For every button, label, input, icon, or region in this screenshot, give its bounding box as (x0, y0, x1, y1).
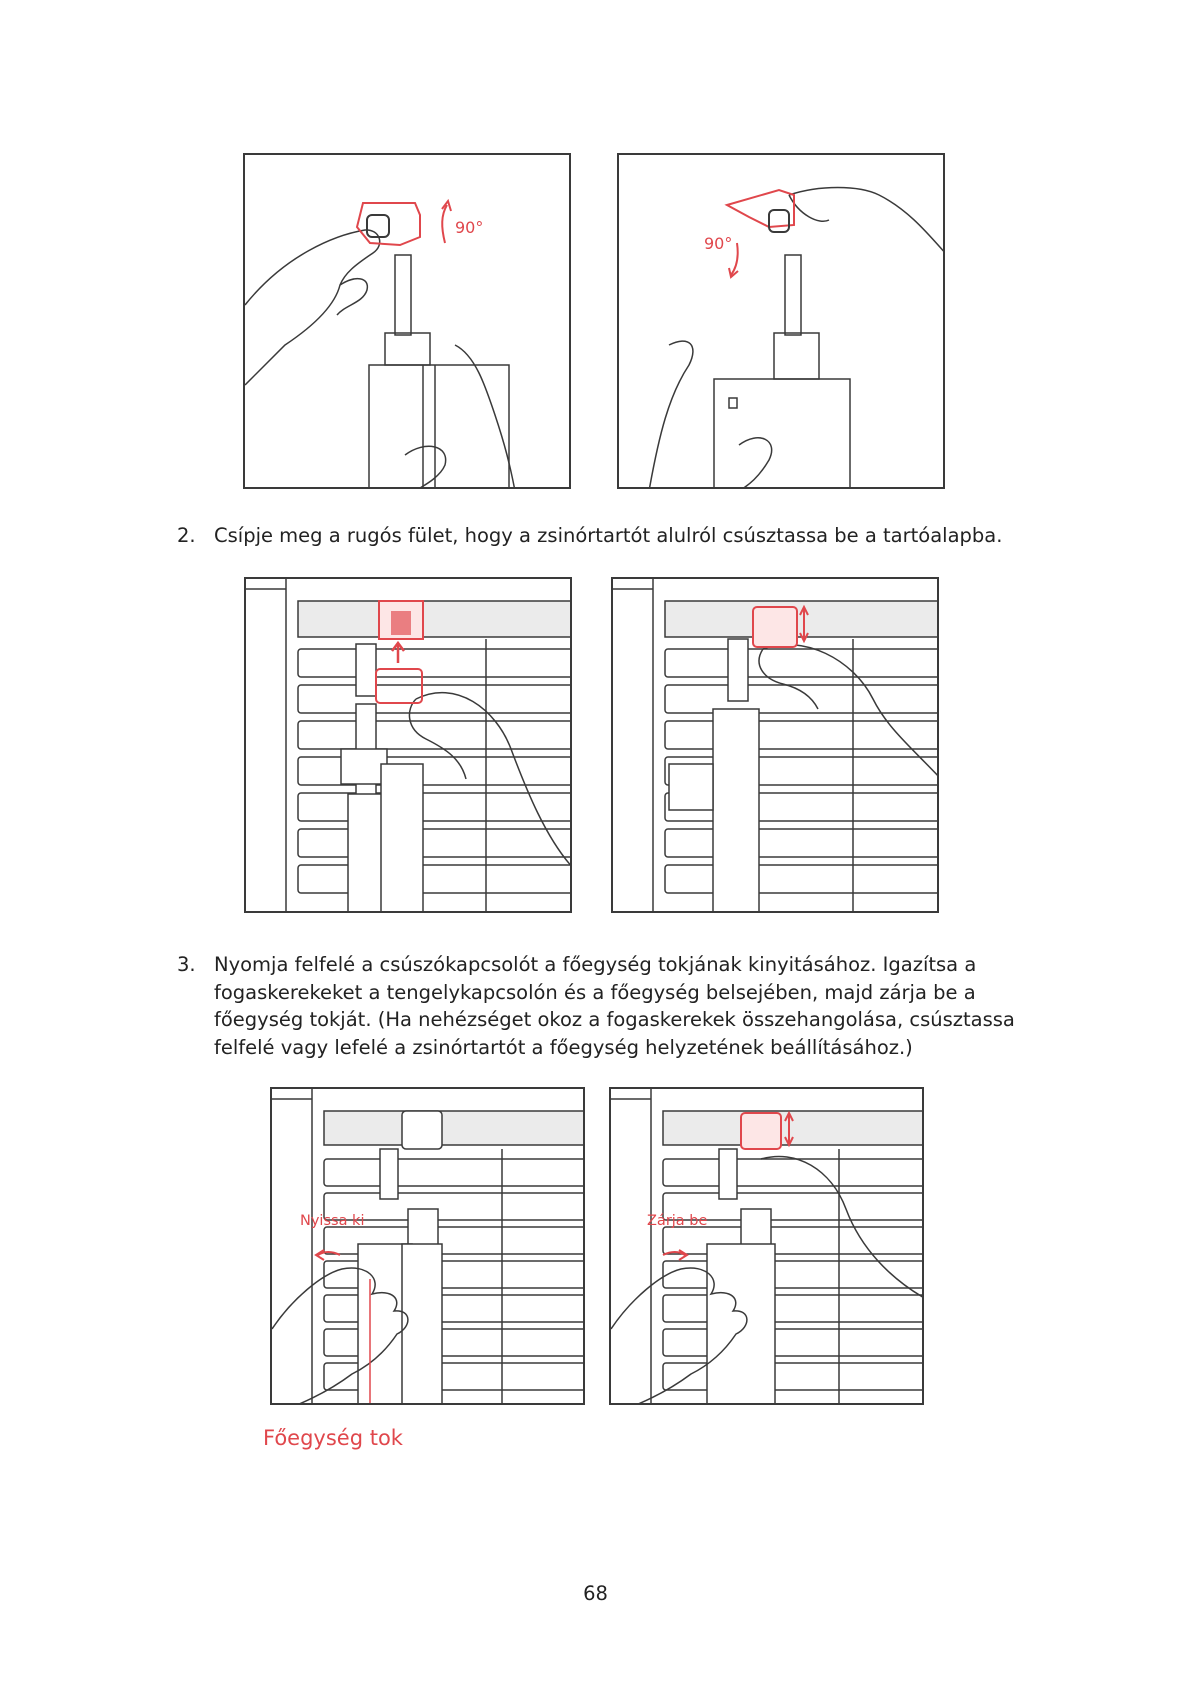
figure-holder-adjust (611, 577, 939, 913)
figure-close-housing (609, 1087, 924, 1405)
open-housing-illustration (272, 1089, 585, 1405)
close-housing-illustration (611, 1089, 924, 1405)
holder-adjust-illustration (613, 579, 939, 913)
step-text: Nyomja felfelé a csúszókapcsolót a főegység tokjának kinyitásához. Igazítsa a fogaskerekeket a tengelykapcsolón és a főegység belsejében, majd zárja be a főegység tokját. (Ha nehézséget okoz a fogaskerekek összehangolása, csúsztassa felfelé vagy lefelé a zsinórtartót a főegység helyzetének beállításához.) (214, 953, 1015, 1059)
rotate-up-illustration (245, 155, 571, 489)
open-label: Nyissa ki (300, 1213, 365, 1229)
step-number: 3. (177, 953, 196, 976)
figure-slide-holder (244, 577, 572, 913)
main-unit-caption: Főegység tok (263, 1426, 403, 1450)
figure-open-housing (270, 1087, 585, 1405)
angle-label: 90° (704, 234, 733, 253)
angle-label: 90° (455, 218, 484, 237)
slide-holder-illustration (246, 579, 572, 913)
figure-rotate-down (617, 153, 945, 489)
step-text: Csípje meg a rugós fület, hogy a zsinórtartót alulról csúsztassa be a tartóalapba. (214, 524, 1003, 547)
page-number: 68 (583, 1582, 608, 1605)
rotate-down-illustration (619, 155, 945, 489)
step-number: 2. (177, 524, 196, 547)
close-label: Zárja be (647, 1213, 708, 1229)
figure-rotate-up (243, 153, 571, 489)
